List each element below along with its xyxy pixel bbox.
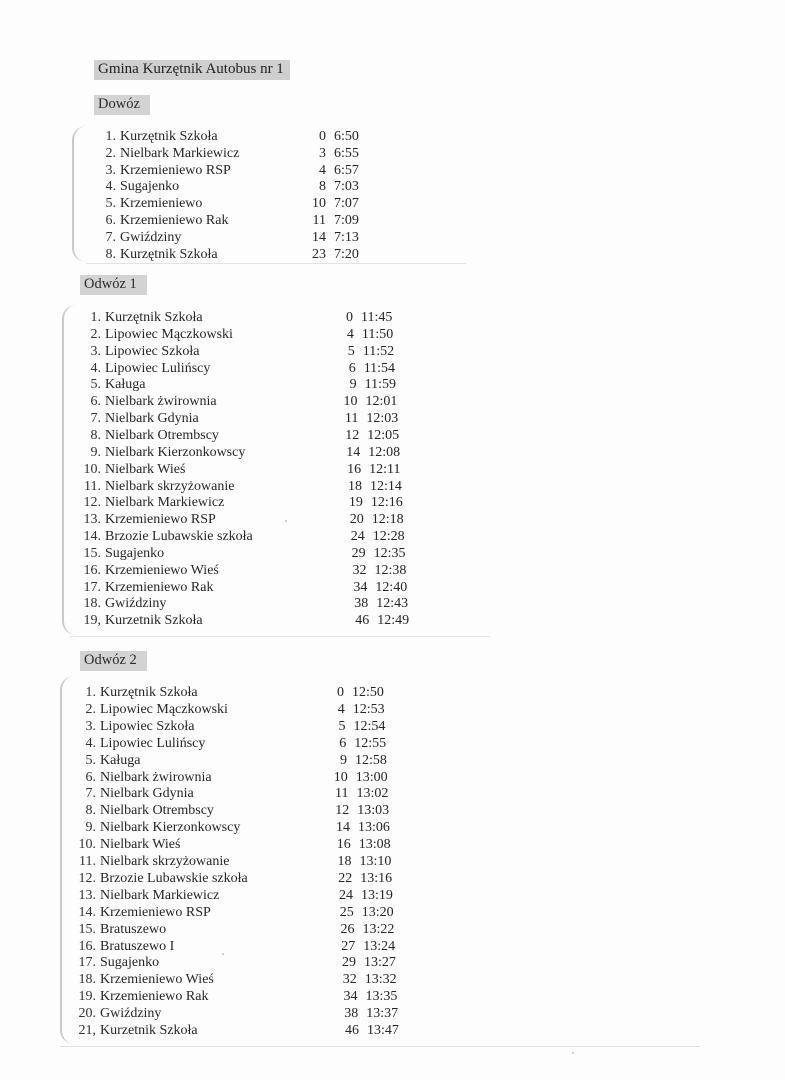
stop-number: 12. [83, 495, 101, 511]
stop-time: 13:10 [359, 854, 392, 869]
stop-time: 11:54 [363, 360, 396, 376]
stop-time: 13:22 [362, 921, 395, 937]
stop-number: 1. [90, 310, 101, 325]
stop-number: 8. [90, 427, 101, 443]
stop-distance: 3 [319, 145, 326, 161]
stop-time: 12:03 [366, 411, 399, 427]
stop-time: 12:53 [352, 701, 385, 717]
stop-name: Nielbark żwirownia [100, 769, 212, 785]
stop-distance: 8 [319, 179, 326, 195]
stop-time: 12:35 [373, 545, 406, 561]
section-label-dowoz: Dowóz [94, 95, 150, 115]
stop-number: 17. [78, 955, 96, 971]
stop-number: 21, [78, 1023, 96, 1038]
stop-name: Sugajenko [120, 179, 180, 195]
stop-time: 11:52 [362, 343, 395, 359]
stop-number: 3. [105, 162, 116, 178]
stop-name: Nielbark Kierzonkowscy [100, 820, 241, 836]
stop-time: 12:11 [369, 461, 401, 477]
stop-number: 8. [105, 246, 116, 262]
stop-name: Lipowiec Szkoła [105, 343, 200, 359]
stop-distance: 14 [336, 820, 350, 836]
stop-time: 12:54 [353, 718, 386, 734]
stop-name: Sugajenko [100, 955, 160, 971]
stop-time: 13:19 [361, 887, 393, 903]
stop-distance: 9 [349, 377, 357, 393]
stop-distance: 11 [312, 213, 326, 228]
stop-distance: 10 [343, 394, 358, 410]
stop-name: Kaługa [105, 377, 146, 393]
stop-time: 13:00 [355, 769, 388, 785]
stop-name: Krzemieniewo Rak [100, 989, 209, 1005]
stop-time: 12:08 [368, 444, 401, 460]
stop-number: 5. [85, 752, 96, 768]
stop-number: 13. [78, 887, 96, 903]
stop-distance: 24 [339, 887, 353, 903]
stop-distance: 9 [340, 752, 347, 768]
section-label-odwoz-1: Odwóz 1 [80, 275, 147, 295]
stop-number: 19, [83, 613, 101, 629]
stop-distance: 10 [312, 196, 326, 212]
stop-number: 6. [85, 769, 96, 785]
stop-name: Kurzetnik Szkoła [105, 613, 203, 629]
stop-name: Nielbark skrzyżowanie [105, 478, 235, 494]
stop-time: 6:50 [334, 129, 359, 144]
stop-time: 12:05 [367, 427, 400, 443]
stop-time: 12:58 [355, 752, 387, 768]
stop-name: Nielbark Gdynia [100, 786, 194, 802]
stop-distance: 32 [352, 562, 367, 578]
stop-distance: 11 [344, 411, 359, 427]
stop-time: 12:49 [377, 613, 410, 629]
stop-time: 6:57 [334, 162, 359, 178]
bracket-decoration [62, 305, 76, 635]
stop-distance: 5 [347, 343, 355, 359]
stop-distance: 29 [342, 955, 356, 971]
stop-name: Lipowiec Lulińscy [100, 735, 206, 751]
stop-time: 12:28 [372, 529, 405, 545]
stop-distance: 14 [346, 444, 361, 460]
stop-distance: 4 [346, 326, 354, 342]
stop-name: Nielbark Wieś [100, 837, 181, 853]
stop-name: Lipowiec Lulińscy [105, 360, 211, 376]
stop-number: 5. [105, 196, 116, 212]
stop-distance: 22 [338, 870, 353, 886]
stop-name: Bratuszewo I [100, 938, 175, 954]
stop-time: 12:40 [375, 579, 408, 595]
stop-name: Bratuszewo [100, 921, 167, 937]
stop-time: 12:55 [354, 735, 387, 751]
stop-number: 9. [90, 444, 101, 460]
stop-number: 2. [105, 145, 116, 161]
stop-time: 13:03 [357, 803, 390, 819]
stop-number: 3. [90, 343, 101, 359]
stop-name: Krzemieniewo Wieś [105, 562, 219, 578]
stop-name: Gwiździny [120, 229, 182, 245]
stop-number: 18. [83, 596, 101, 612]
stop-distance: 24 [350, 529, 365, 545]
stop-number: 2. [85, 701, 96, 717]
stop-number: 7. [85, 786, 96, 802]
stop-name: Nielbark Otrembscy [105, 427, 219, 443]
stop-name: Lipowiec Szkoła [100, 718, 195, 734]
stop-time: 11:50 [361, 326, 394, 342]
stop-number: 15. [83, 545, 101, 561]
stop-time: 13:37 [366, 1006, 399, 1022]
scan-speck [222, 953, 224, 955]
stop-number: 13. [83, 512, 101, 528]
stop-number: 1. [105, 129, 116, 144]
stop-name: Nielbark Gdynia [105, 411, 199, 427]
stop-name: Kaługa [100, 752, 141, 768]
stop-distance: 46 [345, 1023, 359, 1038]
divider-line [86, 263, 466, 264]
stop-time: 12:16 [370, 495, 403, 511]
stop-name: Krzemieniewo Wieś [100, 972, 214, 988]
stop-distance: 6 [339, 735, 347, 751]
stop-number: 19. [78, 989, 96, 1005]
stop-time: 13:16 [360, 870, 393, 886]
stop-distance: 38 [344, 1006, 359, 1022]
stop-distance: 10 [333, 769, 348, 785]
stop-number: 1. [85, 685, 96, 700]
stop-time: 12:38 [374, 562, 407, 578]
stop-name: Krzemieniewo RSP [100, 904, 211, 920]
stop-time: 12:14 [370, 478, 402, 494]
scan-speck [285, 520, 287, 522]
stop-time: 13:35 [365, 989, 398, 1005]
stop-name: Krzemieniewo Rak [120, 213, 229, 228]
stop-number: 10. [83, 461, 101, 477]
bracket-decoration [72, 126, 88, 262]
stop-distance: 0 [319, 129, 326, 144]
stop-distance: 25 [339, 904, 354, 920]
stop-name: Nielbark Kierzonkowscy [105, 444, 246, 460]
stop-time: 7:13 [334, 229, 359, 245]
stop-number: 17. [83, 579, 101, 595]
stop-name: Krzemieniewo RSP [120, 162, 231, 178]
stop-time: 7:20 [334, 246, 359, 262]
stop-distance: 14 [312, 229, 326, 245]
stop-name: Gwiździny [105, 596, 167, 612]
stop-number: 6. [105, 213, 116, 228]
stop-number: 11. [79, 854, 96, 869]
stop-distance: 23 [312, 246, 326, 262]
stop-distance: 11 [335, 786, 349, 802]
stop-name: Nielbark Markiewicz [100, 887, 220, 903]
stop-time: 11:45 [361, 310, 393, 325]
stop-name: Krzemieniewo Rak [105, 579, 214, 595]
stop-time: 13:02 [356, 786, 389, 802]
stop-distance: 46 [355, 613, 370, 629]
stop-name: Sugajenko [105, 545, 165, 561]
divider-line [60, 1046, 700, 1047]
stop-distance: 0 [337, 685, 344, 700]
stop-distance: 4 [319, 162, 326, 178]
stop-number: 7. [90, 411, 101, 427]
divider-line [70, 636, 490, 637]
stop-distance: 16 [336, 837, 351, 853]
stop-time: 13:08 [358, 837, 391, 853]
stop-name: Krzemieniewo RSP [105, 512, 216, 528]
stop-number: 10. [78, 837, 96, 853]
scan-speck [572, 1052, 574, 1054]
bracket-decoration [60, 676, 74, 1044]
stop-distance: 27 [341, 938, 356, 954]
stop-distance: 29 [351, 545, 366, 561]
stop-name: Brzozie Lubawskie szkoła [100, 870, 248, 886]
stop-distance: 26 [340, 921, 355, 937]
stop-number: 15. [78, 921, 96, 937]
stop-number: 4. [85, 735, 96, 751]
stop-number: 9. [85, 820, 96, 836]
stop-time: 13:20 [361, 904, 394, 920]
stop-distance: 34 [343, 989, 358, 1005]
stop-distance: 38 [354, 596, 369, 612]
stop-name: Kurzętnik Szkoła [105, 310, 203, 325]
stop-time: 13:06 [358, 820, 390, 836]
stop-time: 12:50 [352, 685, 384, 700]
stop-time: 13:47 [367, 1023, 399, 1038]
section-label-odwoz-2: Odwóz 2 [80, 651, 147, 671]
stop-time: 12:18 [371, 512, 404, 528]
stop-name: Kurzętnik Szkoła [100, 685, 198, 700]
stop-number: 7. [105, 229, 116, 245]
stop-number: 2. [90, 326, 101, 342]
stop-time: 7:07 [334, 196, 359, 212]
stop-number: 8. [85, 803, 96, 819]
stop-name: Nielbark żwirownia [105, 394, 217, 410]
stop-distance: 18 [348, 478, 362, 494]
stop-name: Lipowiec Mączkowski [100, 701, 228, 717]
stop-time: 12:01 [365, 394, 398, 410]
stop-number: 11. [84, 478, 101, 494]
stop-number: 6. [90, 394, 101, 410]
stop-name: Krzemieniewo [120, 196, 203, 212]
stop-time: 13:32 [364, 972, 397, 988]
stop-distance: 34 [353, 579, 368, 595]
stop-number: 16. [78, 938, 96, 954]
stop-time: 13:27 [364, 955, 396, 971]
stop-number: 3. [85, 718, 96, 734]
stop-distance: 5 [338, 718, 346, 734]
stop-distance: 12 [335, 803, 350, 819]
stop-time: 13:24 [363, 938, 396, 954]
stop-name: Brzozie Lubawskie szkoła [105, 529, 253, 545]
stop-time: 6:55 [334, 145, 359, 161]
stop-distance: 20 [349, 512, 364, 528]
stop-distance: 16 [347, 461, 362, 477]
stop-number: 18. [78, 972, 96, 988]
stop-time: 11:59 [364, 377, 396, 393]
stop-distance: 0 [346, 310, 353, 325]
stop-name: Nielbark Otrembscy [100, 803, 214, 819]
stop-distance: 18 [337, 854, 352, 869]
stop-number: 14. [83, 529, 101, 545]
stop-number: 16. [83, 562, 101, 578]
stop-time: 12:43 [376, 596, 409, 612]
stop-name: Nielbark Markiewicz [105, 495, 225, 511]
stop-number: 4. [90, 360, 101, 376]
document-title: Gmina Kurzętnik Autobus nr 1 [94, 60, 290, 80]
stop-name: Kurzętnik Szkoła [120, 129, 218, 144]
stop-time: 7:03 [334, 179, 359, 195]
stop-name: Nielbark skrzyżowanie [100, 854, 230, 869]
stop-number: 20. [78, 1006, 96, 1022]
stop-name: Nielbark Markiewicz [120, 145, 240, 161]
stop-distance: 32 [342, 972, 357, 988]
stop-distance: 19 [348, 495, 363, 511]
stop-distance: 12 [345, 427, 360, 443]
stop-name: Kurzętnik Szkoła [120, 246, 218, 262]
stop-number: 5. [90, 377, 101, 393]
stop-distance: 4 [337, 701, 345, 717]
stop-time: 7:09 [334, 213, 359, 228]
stop-distance: 6 [348, 360, 356, 376]
stop-name: Lipowiec Mączkowski [105, 326, 233, 342]
stop-number: 4. [105, 179, 116, 195]
stop-number: 14. [78, 904, 96, 920]
stop-number: 12. [78, 870, 96, 886]
stop-name: Nielbark Wieś [105, 461, 186, 477]
stop-name: Kurzetnik Szkoła [100, 1023, 198, 1038]
stop-name: Gwiździny [100, 1006, 162, 1022]
